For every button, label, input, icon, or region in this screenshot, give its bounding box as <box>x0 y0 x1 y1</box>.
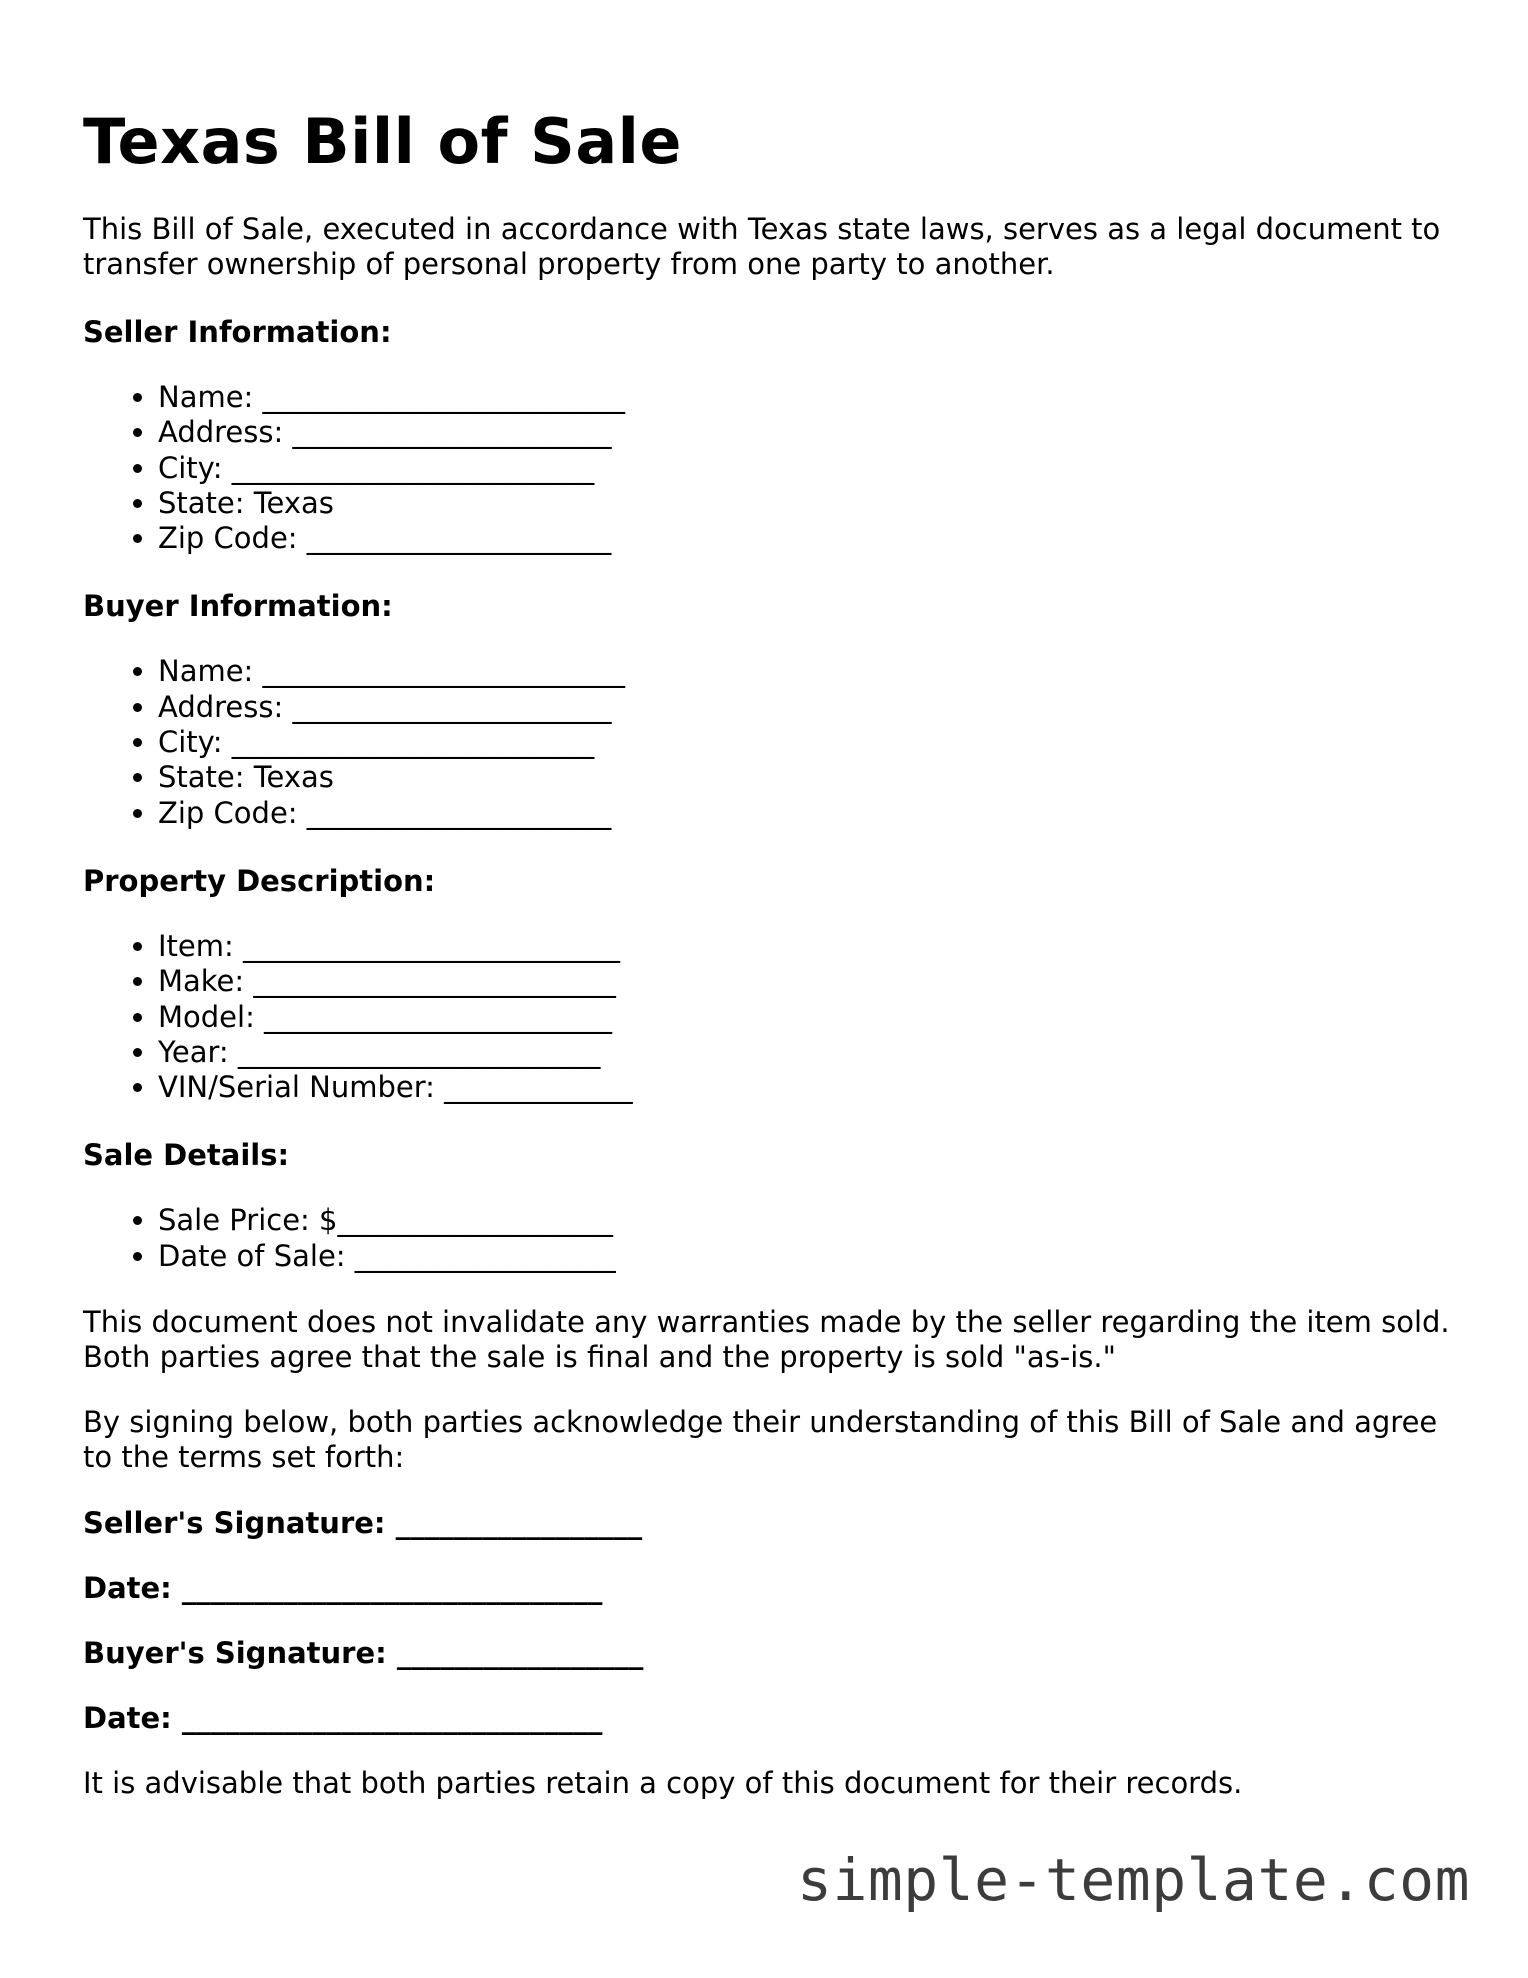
property-year-field: • Year: _________________________ <box>158 1035 1463 1070</box>
site-watermark: simple-template.com <box>797 1846 1470 1914</box>
seller-name-field: • Name: _________________________ <box>158 380 1463 415</box>
property-info-list <box>83 929 1463 1105</box>
buyer-zip-field: • Zip Code: _____________________ <box>158 796 1463 831</box>
intro-paragraph: This Bill of Sale, executed in accordance with Texas state laws, serves as a legal document to transfer ownership of personal property from one party to another. <box>83 212 1441 281</box>
property-model-field: • Model: ________________________ <box>158 1000 1463 1035</box>
sale-price-field: • Sale Price: $___________________ <box>158 1203 1463 1238</box>
buyer-state-field: • State: Texas <box>158 760 1463 795</box>
buyer-address-field: • Address: ______________________ <box>158 690 1463 725</box>
sale-section-heading: Sale Details: <box>83 1138 290 1173</box>
acknowledge-paragraph: By signing below, both parties acknowledge their understanding of this Bill of Sale and agree to the terms set forth: <box>83 1405 1438 1475</box>
buyer-signature-line: Buyer's Signature: _________________ <box>83 1636 644 1671</box>
closing-paragraph: It is advisable that both parties retain a copy of this document for their records. <box>83 1766 1243 1801</box>
buyer-info-list <box>83 654 1463 830</box>
property-item-field: • Item: __________________________ <box>158 929 1463 964</box>
document-page <box>83 104 1463 1801</box>
seller-zip-field: • Zip Code: _____________________ <box>158 521 1463 556</box>
seller-date-line: Date: _____________________________ <box>83 1571 603 1606</box>
warranty-paragraph: This document does not invalidate any warranties made by the seller regarding the item sold. Both parties agree that the sale is final and the property is sold "as-is." <box>83 1305 1450 1375</box>
buyer-name-field: • Name: _________________________ <box>158 654 1463 689</box>
seller-city-field: • City: _________________________ <box>158 451 1463 486</box>
buyer-city-field: • City: _________________________ <box>158 725 1463 760</box>
sale-date-field: • Date of Sale: __________________ <box>158 1239 1463 1274</box>
document-title: Texas Bill of Sale <box>83 105 682 178</box>
property-section-heading: Property Description: <box>83 863 436 898</box>
seller-info-list <box>83 380 1463 556</box>
sale-info-list <box>83 1203 1463 1274</box>
property-vin-field: • VIN/Serial Number: _____________ <box>158 1070 1463 1105</box>
seller-address-field: • Address: ______________________ <box>158 415 1463 450</box>
property-make-field: • Make: _________________________ <box>158 964 1463 999</box>
seller-section-heading: Seller Information: <box>83 315 392 349</box>
buyer-date-line: Date: _____________________________ <box>83 1701 603 1736</box>
seller-state-field: • State: Texas <box>158 486 1463 521</box>
buyer-section-heading: Buyer Information: <box>83 589 393 624</box>
seller-signature-line: Seller's Signature: _________________ <box>83 1506 643 1541</box>
